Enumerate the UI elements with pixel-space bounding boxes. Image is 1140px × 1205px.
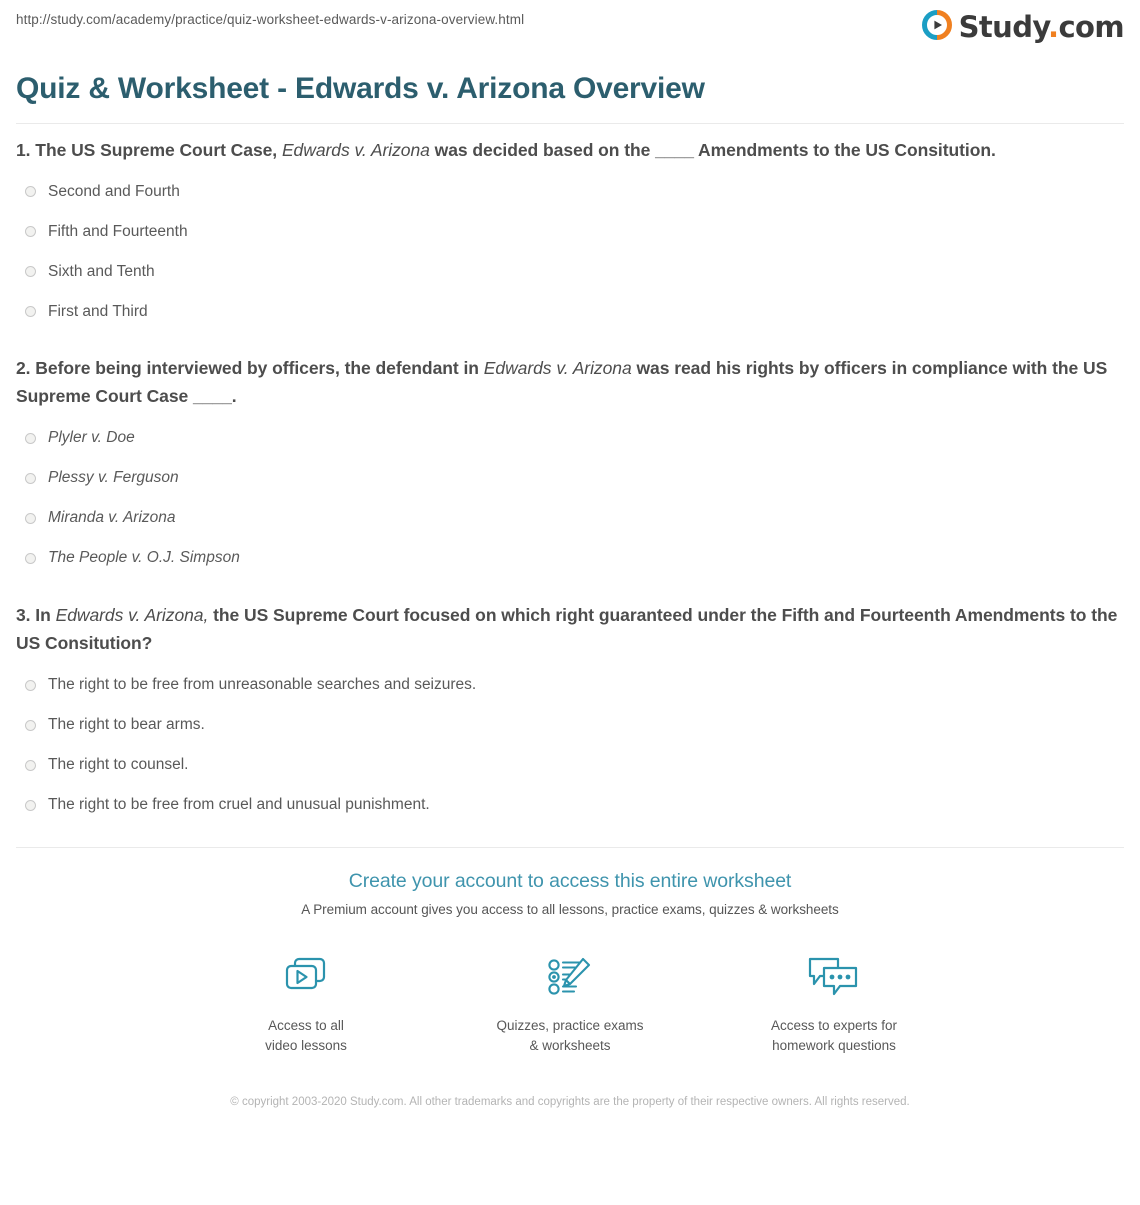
answer-option[interactable] — [16, 419, 1124, 459]
answer-option[interactable] — [16, 499, 1124, 539]
question-text-after: was read his rights by officers in compliance with the US Supreme Court Case ____. — [16, 357, 1108, 407]
copyright-text: © copyright 2003-2020 Study.com. All other trademarks and copyrights are the property of their respective owners. All rights reserved. — [230, 1095, 910, 1108]
radio-button-icon[interactable] — [25, 266, 36, 277]
answer-options — [16, 665, 1124, 825]
question-case-name: Edwards v. Arizona — [281, 139, 430, 160]
answer-label: The right to be free from unreasonable searches and seizures. — [48, 675, 477, 693]
feature-label — [771, 1016, 897, 1057]
question-text — [16, 601, 1124, 658]
quiz-pencil-icon — [542, 951, 598, 1003]
answer-option[interactable] — [16, 745, 1124, 785]
radio-button-icon[interactable] — [25, 226, 36, 237]
play-circle-icon — [922, 10, 952, 45]
question-block — [16, 601, 1124, 826]
answer-option[interactable] — [16, 665, 1124, 705]
question-text — [16, 354, 1124, 411]
logo-text — [958, 10, 1124, 44]
answer-label: Second and Fourth — [48, 182, 180, 200]
question-number: 3. — [16, 604, 31, 625]
question-text-before: The US Supreme Court Case, — [30, 139, 282, 160]
answer-label: The right to counsel. — [48, 755, 189, 773]
radio-button-icon[interactable] — [25, 760, 36, 771]
answer-option[interactable] — [16, 292, 1124, 332]
page-header — [16, 0, 1124, 62]
question-number: 1. — [16, 139, 31, 160]
question-case-name: Edwards v. Arizona — [483, 357, 632, 378]
logo-text-com: com — [1058, 10, 1124, 44]
radio-button-icon[interactable] — [25, 513, 36, 524]
question-text-before: Before being interviewed by officers, the defendant in — [30, 357, 484, 378]
radio-button-icon[interactable] — [25, 680, 36, 691]
answer-label: First and Third — [48, 302, 148, 320]
cta-subtitle: A Premium account gives you access to all lessons, practice exams, quizzes & worksheets — [301, 902, 839, 918]
feature-label — [265, 1016, 347, 1057]
question-case-name: Edwards v. Arizona, — [55, 604, 209, 625]
feature-label-line1: Access to experts for — [770, 1018, 898, 1034]
question-text-before: In — [30, 604, 56, 625]
feature-label — [496, 1016, 643, 1057]
question-block — [16, 354, 1124, 579]
answer-label: The People v. O.J. Simpson — [48, 549, 240, 567]
answer-label: Fifth and Fourteenth — [48, 222, 188, 240]
radio-button-icon[interactable] — [25, 553, 36, 564]
feature-item-experts — [754, 951, 914, 1057]
answer-option[interactable] — [16, 172, 1124, 212]
answer-option[interactable] — [16, 459, 1124, 499]
question-text-after: the US Supreme Court focused on which right guaranteed under the Fifth and Fourteenth Amendments to the US Consitution? — [16, 604, 1118, 653]
answer-label: The right to bear arms. — [48, 715, 205, 733]
create-account-link[interactable]: Create your account to access this entire worksheet — [348, 870, 792, 893]
question-text-after: was decided based on the ____ Amendments to the US Consitution. — [429, 139, 996, 160]
radio-button-icon[interactable] — [25, 433, 36, 444]
answer-label: Plyler v. Doe — [48, 429, 135, 447]
questions-list — [16, 124, 1124, 826]
answer-option[interactable] — [16, 212, 1124, 252]
radio-button-icon[interactable] — [25, 306, 36, 317]
answer-label: The right to be free from cruel and unusual punishment. — [48, 795, 430, 813]
answer-option[interactable] — [16, 252, 1124, 292]
answer-options — [16, 172, 1124, 332]
answer-option[interactable] — [16, 785, 1124, 825]
answer-label: Miranda v. Arizona — [48, 509, 176, 527]
page-footer — [16, 1093, 1124, 1111]
radio-button-icon[interactable] — [25, 186, 36, 197]
feature-label-line1: Quizzes, practice exams — [496, 1018, 644, 1034]
page-url: http://study.com/academy/practice/quiz-worksheet-edwards-v-arizona-overview.html — [16, 12, 525, 27]
radio-button-icon[interactable] — [25, 473, 36, 484]
question-block — [16, 136, 1124, 332]
answer-label: Sixth and Tenth — [48, 262, 155, 280]
feature-label-line1: Access to all — [268, 1018, 344, 1034]
feature-label-line2: video lessons — [265, 1038, 347, 1054]
answer-option[interactable] — [16, 539, 1124, 579]
radio-button-icon[interactable] — [25, 720, 36, 731]
answer-label: Plessy v. Ferguson — [48, 469, 179, 487]
question-text — [16, 136, 1124, 164]
study-com-logo[interactable] — [922, 10, 1124, 45]
feature-label-line2: & worksheets — [529, 1038, 611, 1054]
question-number: 2. — [16, 357, 31, 378]
feature-list — [16, 951, 1124, 1057]
logo-text-dot: . — [1048, 10, 1059, 44]
chat-bubbles-icon — [804, 951, 864, 1003]
page-title: Quiz & Worksheet - Edwards v. Arizona Overview — [16, 72, 705, 105]
answer-options — [16, 419, 1124, 579]
logo-text-study: Study — [958, 10, 1049, 44]
feature-item-quizzes — [490, 951, 650, 1057]
answer-option[interactable] — [16, 705, 1124, 745]
radio-button-icon[interactable] — [25, 800, 36, 811]
feature-item-video-lessons — [226, 951, 386, 1057]
video-lessons-icon — [278, 951, 334, 1003]
feature-label-line2: homework questions — [772, 1038, 896, 1054]
cta-section — [16, 848, 1124, 1057]
